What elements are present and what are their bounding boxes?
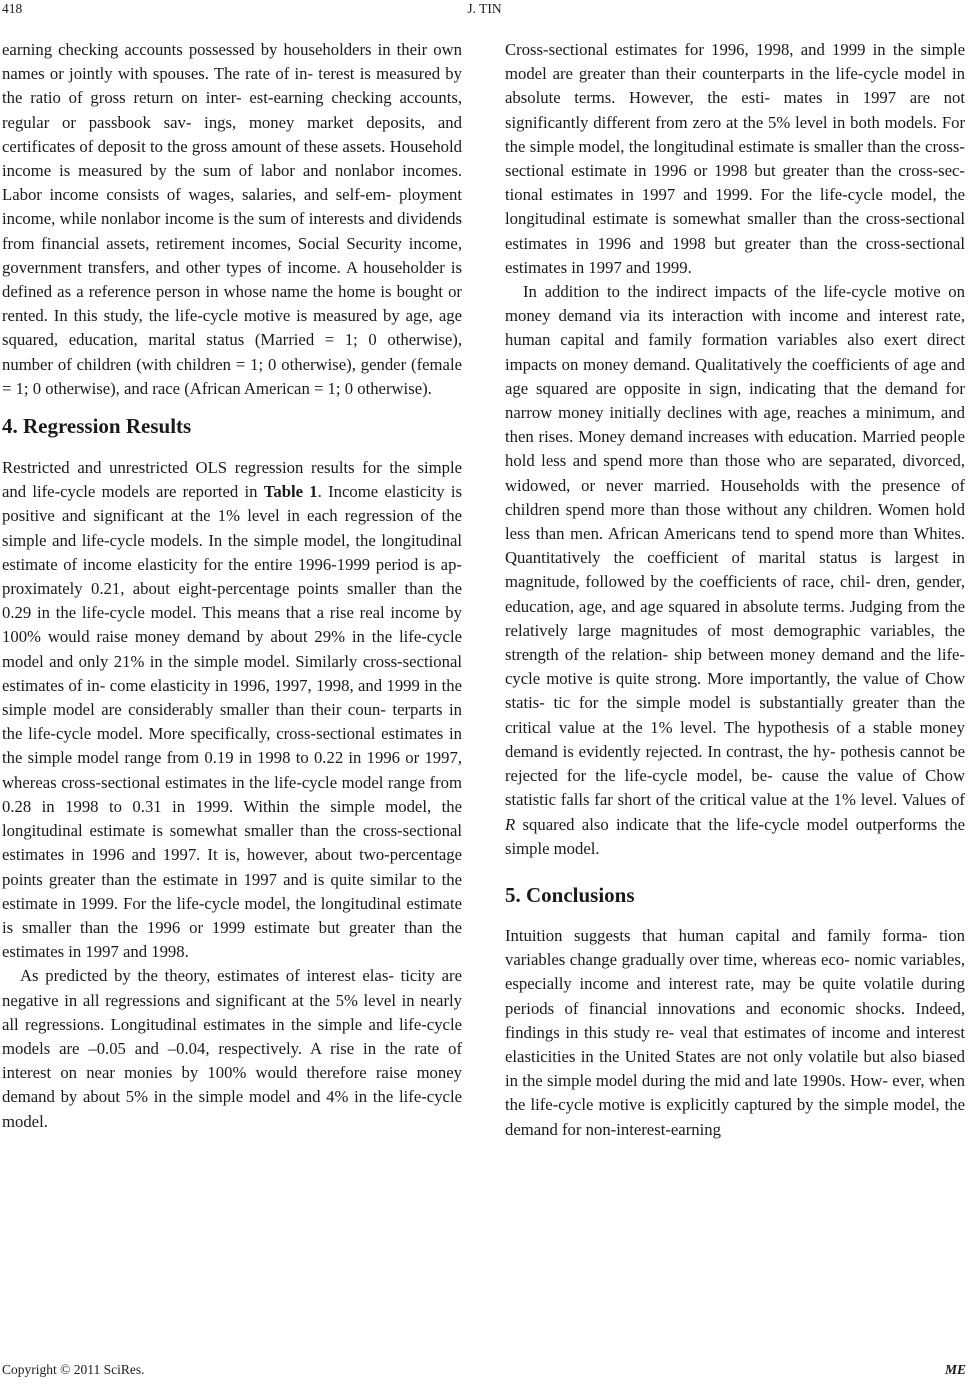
paragraph-demographic-impacts	[505, 280, 965, 861]
paragraph-cross-sectional-estimates: Cross-sectional estimates for 1996, 1998, and 1999 in the simple model are greater than their counterparts in the life-cycle model in absolute terms. However, the esti- mates in 1997 are not significantly different from zero at the 5% level in both models. For the simple model, the longitudinal estimate is smaller than the cross-sectional estimate in 1996 or 1998 but greater than the cross-sec- tional estimates in 1997 and 1999. For the life-cycle model, the longitudinal estimate is somewhat smaller than the cross-sectional estimates in 1996 and 1998 but greater than the cross-sectional estimates in 1997 and 1999.	[505, 40, 965, 277]
right-column	[505, 38, 965, 1142]
section-heading-regression-results: 4. Regression Results	[2, 414, 192, 439]
paragraph-text: In addition to the indirect impacts of the life-cycle motive on money demand via its interaction with income and interest rate, human capital and family formation variables also exert direct impacts on money demand. Qualitatively the coefficients of age and age squared are opposite in sign, indicating that the demand for narrow money initially declines with age, reaches a minimum, and then rises. Money demand increases with education. Married people hold less and spend more than those who are separated, divorced, widowed, or never married. Households with the presence of children spend more than those without any children. Women hold less than men. African Americans tend to spend more than Whites. Quantitatively the coefficient of marital status is largest in magnitude, followed by the coefficients of race, chil- dren, gender, education, age, and age squared in absolute terms. Judging from the relatively large magnitudes of most demographic variables, the strength of the relation- ship between money demand and the life-cycle motive is quite strong. More importantly, the value of Chow statis- tic for the simple model is substantially greater than the critical value at the 1% level. The hypothesis of a stable money demand is evidently rejected. In contrast, the hy- pothesis cannot be rejected for the life-cycle model, be- cause the value of Chow statistic falls far short of the critical value at the 1% level. Values of	[505, 282, 965, 810]
page-number: 418	[2, 1, 23, 16]
left-column	[2, 38, 462, 1134]
copyright-notice: Copyright © 2011 SciRes.	[2, 1362, 145, 1377]
paragraph-interest-elasticity: As predicted by the theory, estimates of interest elas- ticity are negative in all regressions and significant at the 5% level in nearly all regressions. Longitudinal estimates in the simple and life-cycle models are –0.05 and –0.04, respectively. A rise in the rate of interest on near monies by 100% would therefore raise money demand by about 5% in the simple model and 4% in the life-cycle model.	[2, 966, 462, 1131]
r-squared-symbol: R	[505, 814, 516, 834]
paragraph-income-elasticity	[2, 456, 462, 964]
page-header	[0, 0, 969, 22]
paragraph-conclusions: Intuition suggests that human capital and family forma- tion variables change gradually over time, whereas eco- nomic variables, especially income and interest rate, may be quite volatile during periods of financial innovations and economic shocks. Indeed, findings in this study re- veal that estimates of income and interest elasticities in the United States are not only volatile but also biased in the simple model during the mid and late 1990s. How- ever, when the life-cycle motive is explicitly captured by the simple model, the demand for non-interest-earning	[505, 925, 965, 1139]
paragraph-data-description: earning checking accounts possessed by householders in their own names or jointly with spouses. The rate of in- terest is measured by the ratio of gross return on inter- est-earning checking accounts, regular or passbook sav- ings, money market deposits, and certificates of deposit to the gross amount of these assets. Household income is measured by the sum of labor and nonlabor incomes. Labor income consists of wages, salaries, and self-em- ployment income, while nonlabor income is the sum of interests and dividends from financial assets, retirement incomes, Social Security income, government transfers, and other types of income. A householder is defined as a reference person in whose name the home is bought or rented. In this study, the life-cycle motive is measured by age, age squared, education, marital status (Married = 1; 0 otherwise), number of children (with children = 1; 0 otherwise), gender (female = 1; 0 otherwise), and race (African American = 1; 0 otherwise).	[2, 40, 462, 398]
section-heading-conclusions: 5. Conclusions	[505, 882, 635, 907]
running-title: J. TIN	[467, 1, 502, 16]
page-footer	[0, 1362, 969, 1382]
table-reference[interactable]: Table 1	[263, 482, 318, 502]
paragraph-text: squared also indicate that the life-cycle model outperforms the simple model.	[505, 814, 965, 858]
paragraph-text: Restricted and unrestricted OLS regression results for the simple and life-cycle models are reported in	[2, 458, 462, 502]
journal-abbreviation: ME	[944, 1362, 966, 1377]
paragraph-text: . Income elasticity is positive and significant at the 1% level in each regression of the simple and life-cycle models. In the simple model, the longitudinal estimate of income elasticity for the entire 1996-1999 period is ap- proximately 0.21, about eight-percentage points smaller than the 0.29 in the life-cycle model. This means that a rise real income by 100% would raise money demand by about 29% in the life-cycle model and only 21% in the simple model. Similarly cross-sectional estimates of in- come elasticity in 1996, 1997, 1998, and 1999 in the simple model are considerably smaller than their coun- terparts in the life-cycle model. More specifically, cross-sectional estimates in the simple model range from 0.19 in 1998 to 0.22 in 1996 or 1997, whereas cross-sectional estimates in the life-cycle model range from 0.28 in 1998 to 0.31 in 1999. Within the simple model, the longitudinal estimate is somewhat smaller than the cross-sectional estimates in 1996 and 1997. It is, however, about two-percentage points greater than the estimate in 1997 and is quite similar to the estimate in 1999. For the life-cycle model, the longitudinal estimate is smaller than the 1996 or 1999 estimate but greater than the estimates in 1997 and 1998.	[2, 482, 463, 962]
